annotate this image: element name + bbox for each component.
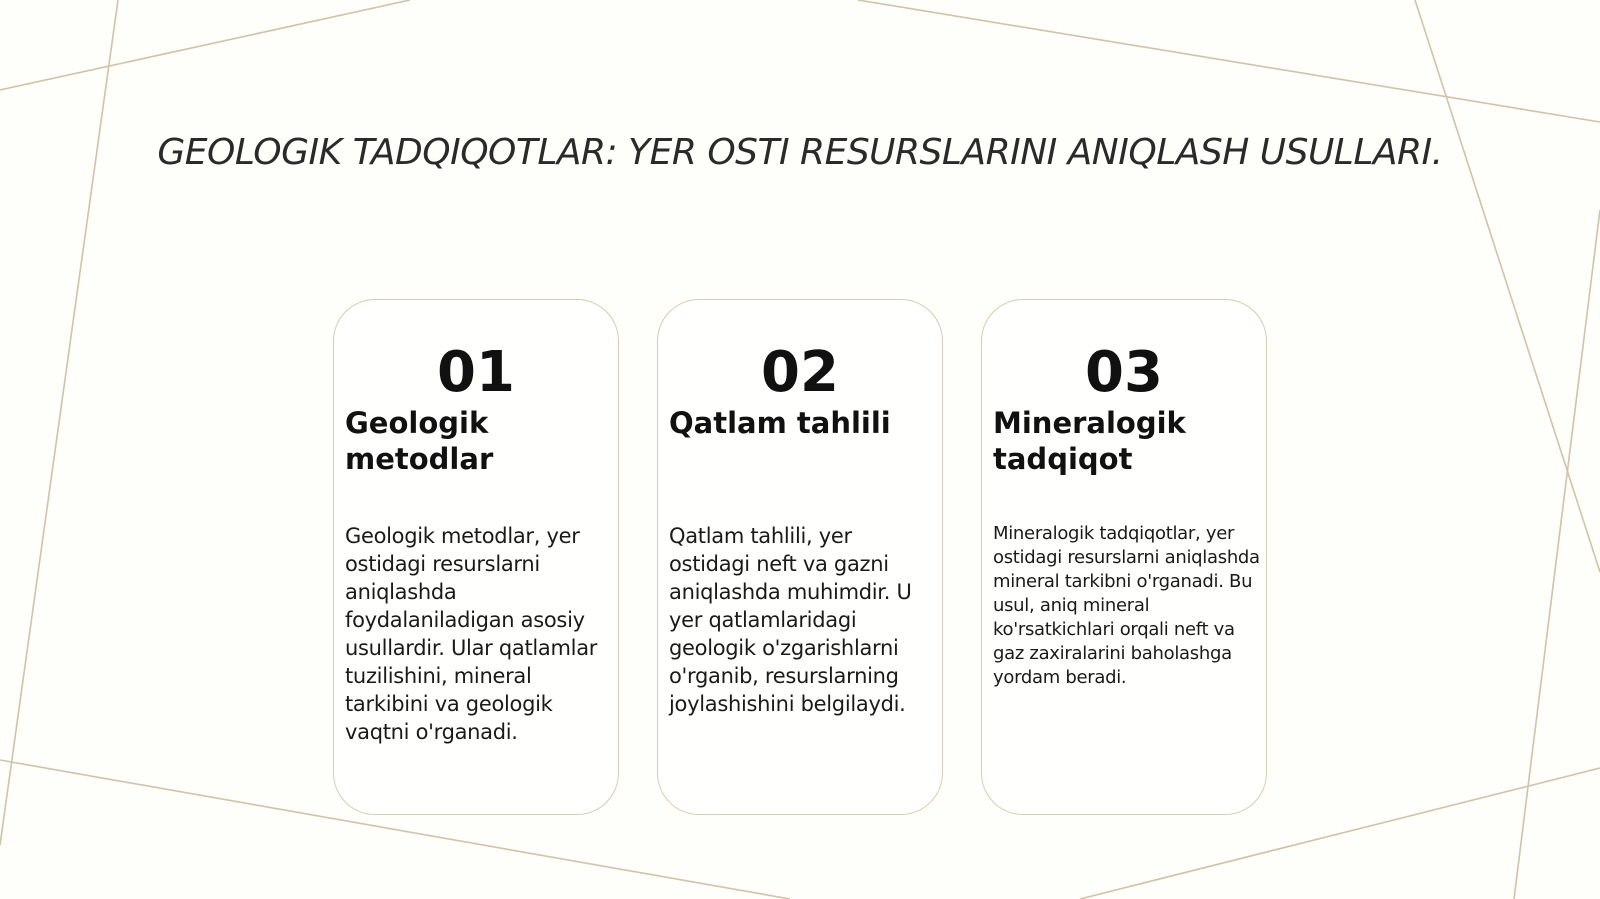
- card-number: 02: [761, 340, 839, 405]
- deco-line: [1514, 210, 1600, 899]
- deco-line: [1415, 0, 1600, 572]
- card-mineralogik-tadqiqot: [981, 299, 1267, 815]
- slide-title: GEOLOGIK TADQIQOTLAR: YER OSTI RESURSLARINI ANIQLASH USULLARI.: [157, 132, 1443, 173]
- card-description: Mineralogik tadqiqotlar, yer ostidagi resurslarni aniqlashda mineral tarkibni o'rganadi. Bu usul, aniq mineral ko'rsatkichlari orqali neft va gaz zaxiralarini baholashga yordam beradi.: [993, 523, 1260, 688]
- card-number: 01: [437, 340, 515, 405]
- card-heading: Geologik metodlar: [345, 406, 494, 476]
- card-description: Qatlam tahlili, yer ostidagi neft va gazni aniqlashda muhimdir. U yer qatlamlaridagi geologik o'zgarishlarni o'rganib, resurslarning joylashishini belgilaydi.: [669, 524, 912, 716]
- card-heading: Mineralogik tadqiqot: [993, 406, 1186, 476]
- card-qatlam-tahlili: [657, 299, 943, 815]
- card-geologik-metodlar: [333, 299, 619, 815]
- card-description: Geologik metodlar, yer ostidagi resurslarni aniqlashda foydalaniladigan asosiy usullardir. Ular qatlamlar tuzilishini, mineral tarkibini va geologik vaqtni o'rganadi.: [345, 524, 598, 744]
- deco-line: [0, 0, 118, 845]
- card-heading: Qatlam tahlili: [669, 406, 891, 440]
- card-number: 03: [1085, 340, 1163, 405]
- deco-line: [0, 0, 410, 90]
- deco-line: [858, 0, 1600, 122]
